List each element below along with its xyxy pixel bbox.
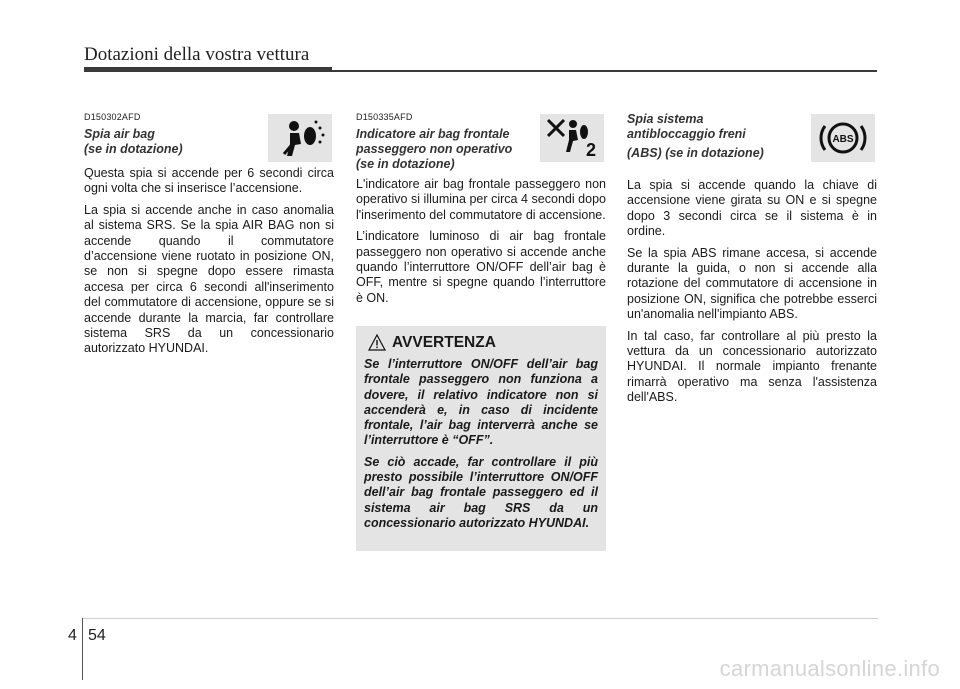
warning-paragraph: Se ciò accade, far controllare il più presto possibile l’interruttore ON/OFF dell’air bag frontale passeggero ed il sistema air bag SRS da un concessionario autorizzato HYUNDAI. [364, 454, 598, 530]
header-rule-thin [332, 70, 877, 72]
heading-line: (se in dotazione) [84, 142, 183, 156]
body-paragraph: L'indicatore air bag frontale passeggero non operativo si illumina per circa 4 secondi dopo l'inserimento del commutatore di accensione. [356, 177, 606, 222]
header-rule-thick [84, 67, 332, 72]
svg-text:2: 2 [586, 140, 597, 160]
body-paragraph: Se la spia ABS rimane accesa, si accende durante la guida, o non si accende alla rotazione del commutatore di accensione in posizione ON, significa che potrebbe esserci un'anomalia nell'impianto ABS. [627, 245, 877, 322]
chapter-number: 4 [68, 627, 77, 644]
abs-label: ABS [832, 134, 854, 145]
body-paragraph: La spia si accende anche in caso anomalia al sistema SRS. Se la spia AIR BAG non si accende quando il commutatore d’accensione viene ruotato in posizione ON, se non si spegne dopo essere rimasta accesa per circa 6 secondi all'inserimento del commutatore di accensione, oppure se si accende durante la marcia, far controllare sistema SRS da un concessionario autorizzato HYUNDAI. [84, 202, 334, 356]
passenger-airbag-off-icon [540, 114, 604, 162]
heading-line: Indicatore air bag frontale [356, 127, 510, 141]
body-paragraph: L’indicatore luminoso di air bag frontale passeggero non operativo si accende anche quando l’interruttore ON/OFF dell’air bag è OFF, mentre si spegne quando l’interruttore è ON. [356, 229, 606, 305]
heading-line: (ABS) (se in dotazione) [627, 146, 764, 160]
footer-rule [82, 618, 878, 619]
heading-line: antibloccaggio freni [627, 127, 746, 141]
warning-text [364, 357, 598, 537]
warning-title: AVVERTENZA [392, 334, 496, 351]
body-paragraph: Questa spia si accende per 6 secondi circa ogni volta che si inserisce l’accensione. [84, 166, 334, 196]
heading-line: (se in dotazione) [356, 157, 455, 171]
body-paragraph: La spia si accende quando la chiave di accensione viene girata su ON e si spegne dopo 3 secondi circa se il sistema è in ordine. [627, 178, 877, 239]
watermark: carmanualsonline.info [719, 656, 940, 681]
heading-line: Spia sistema [627, 112, 704, 126]
section-code: D150335AFD [356, 112, 413, 122]
footer-divider [82, 618, 83, 680]
warning-paragraph: Se l’interruttore ON/OFF dell’air bag frontale passeggero non funziona a dovere, il relativo indicatore non si accenderà e, in caso di incidente frontale, l’air bag interverrà anche se l’interruttore è “OFF”. [364, 357, 598, 448]
warning-box [356, 326, 606, 551]
page-number: 54 [88, 627, 106, 644]
heading-line: Spia air bag [84, 127, 155, 141]
section-code: D150302AFD [84, 112, 141, 122]
abs-warning-icon [811, 114, 875, 162]
heading-line: passeggero non operativo [356, 142, 513, 156]
page-header-title: Dotazioni della vostra vettura [84, 44, 310, 65]
body-paragraph: In tal caso, far controllare al più presto la vettura da un concessionario autorizzato HYUNDAI. Il normale impianto frenante rimarrà operativo ma senza l'assistenza dell'ABS. [627, 328, 877, 405]
airbag-warning-icon [268, 114, 332, 162]
warning-triangle-icon [368, 334, 386, 351]
